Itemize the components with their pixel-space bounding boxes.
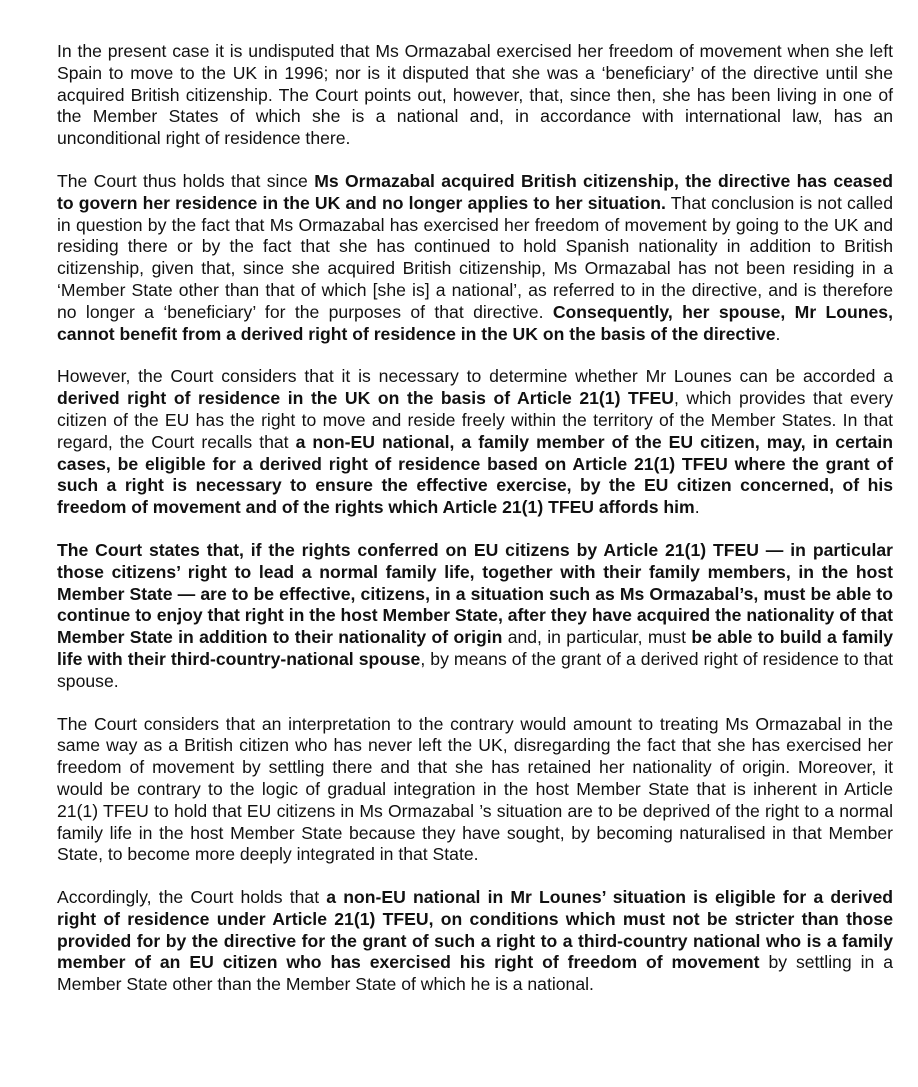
text-segment: That conclusion is not called in question by the fact that Ms Ormazabal has exercised her freedom of movement by going to the UK and residing there or by the fact that she has continued to hold Spanish nationality in addition to British citizenship, given that, since she acquired British citizenship, Ms Ormazabal has not been residing in a ‘Member State other than that of which [she is] a national’, as referred to in the directive, and is therefore no longer a ‘beneficiary’ for the purposes of that directive.: [57, 192, 893, 322]
text-segment: However, the Court considers that it is necessary to determine whether Mr Lounes can be accorded a: [57, 366, 893, 387]
bold-text-segment: The Court states that, if the rights conferred on EU citizens by Article 21(1) TFEU — in particular those citizens’ right to lead a normal family life, together with their family members, in the host Member State — are to be effective, citizens, in a situation such as Ms Ormazabal’s, must be able to continue to enjoy that right in the host Member State, after they have acquired the nationality of that Member State in addition to their nationality of origin: [57, 539, 893, 648]
text-segment: Accordingly, the Court holds that: [57, 887, 327, 908]
text-segment: In the present case it is undisputed that Ms Ormazabal exercised her freedom of movement when she left Spain to move to the UK in 1996; nor is it disputed that she was a ‘beneficiary’ of the directive until she acquired British citizenship. The Court points out, however, that, since then, she has been living in one of the Member States of which she is a national and, in accordance with international law, has an unconditional right of residence there.: [57, 41, 893, 149]
text-segment: .: [694, 497, 700, 518]
text-segment: and, in particular, must: [502, 627, 692, 648]
paragraph-2: [57, 171, 893, 345]
bold-text-segment: Consequently, her spouse, Mr Lounes, cannot benefit from a derived right of residence in the UK on the basis of the directive: [57, 301, 893, 344]
paragraph-6: [57, 887, 893, 996]
paragraph-3: [57, 366, 893, 519]
paragraph-1: [57, 41, 893, 150]
bold-text-segment: Ms Ormazabal acquired British citizenship, the directive has ceased to govern her residence in the UK and no longer applies to her situation.: [57, 170, 893, 213]
text-segment: , which provides that every citizen of the EU has the right to move and reside freely within the territory of the Member States. In that regard, the Court recalls that: [57, 388, 893, 452]
text-segment: by settling in a Member State other than the Member State of which he is a national.: [57, 952, 894, 995]
bold-text-segment: derived right of residence in the UK on the basis of Article 21(1) TFEU: [57, 388, 674, 409]
bold-text-segment: a non-EU national in Mr Lounes’ situation is eligible for a derived right of residence under Article 21(1) TFEU, on conditions which must not be stricter than those provided for by the directive for the grant of such a right to a third-country national who is a family member of an EU citizen who has exercised his right of freedom of movement: [57, 887, 893, 973]
paragraph-5: [57, 714, 893, 867]
text-segment: , by means of the grant of a derived right of residence to that spouse.: [57, 648, 894, 691]
text-segment: .: [775, 323, 781, 344]
text-segment: The Court thus holds that since: [57, 170, 315, 191]
paragraph-4: [57, 540, 893, 693]
bold-text-segment: a non-EU national, a family member of the EU citizen, may, in certain cases, be eligible for a derived right of residence based on Article 21(1) TFEU where the grant of such a right is necessary to ensure the effective exercise, by the EU citizen concerned, of his freedom of movement and of the rights which Article 21(1) TFEU affords him: [57, 431, 893, 518]
bold-text-segment: be able to build a family life with their third-country-national spouse: [57, 627, 894, 669]
document-page: [57, 41, 893, 1017]
text-segment: The Court considers that an interpretation to the contrary would amount to treating Ms Ormazabal in the same way as a British citizen who has never left the UK, disregarding the fact that she has exercised her freedom of movement by settling there and that she has retained her nationality of origin. Moreover, it would be contrary to the logic of gradual integration in the host Member State that is inherent in Article 21(1) TFEU to hold that EU citizens in Ms Ormazabal ’s situation are to be deprived of the right to a normal family life in the host Member State because they have sought, by becoming naturalised in that Member State, to become more deeply integrated in that State.: [57, 713, 893, 865]
